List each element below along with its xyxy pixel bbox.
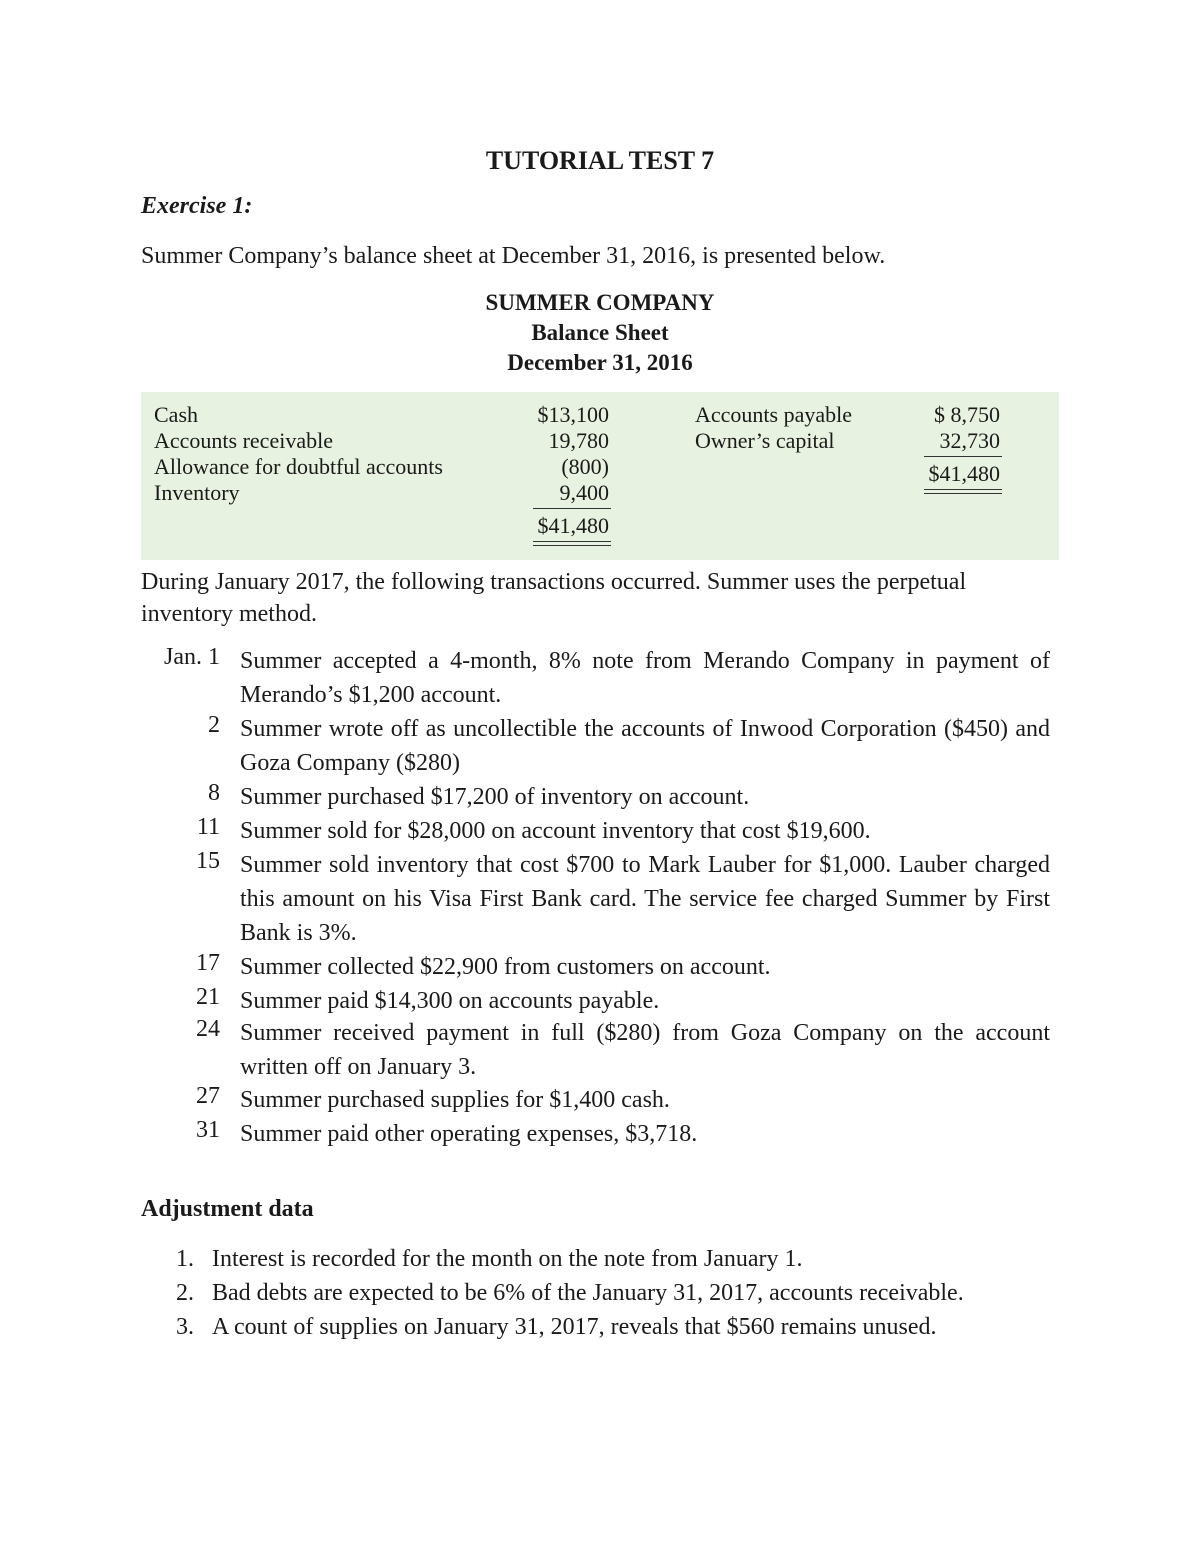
transaction-date: 27 [196,1083,220,1109]
asset-value: $13,100 [537,402,609,427]
transaction-text: Summer paid other operating expenses, $3,718. [240,1121,698,1147]
assets-total-double-rule [533,541,611,546]
adjustment-text: A count of supplies on January 31, 2017, reveals that $560 remains unused. [212,1314,937,1340]
transaction-date: 24 [196,1016,220,1042]
asset-value: 9,400 [559,480,609,505]
liabilities-total: $41,480 [928,461,1000,486]
transaction-text: Summer accepted a 4-month, 8% note from Merando Company in payment of Merando’s $1,200 account. [240,648,1050,708]
asset-label: Cash [154,402,198,427]
balance-sheet-date: December 31, 2016 [507,350,693,375]
balance-sheet-company: SUMMER COMPANY [485,290,715,315]
adjustment-number: 3. [176,1314,194,1340]
balance-sheet-title: Balance Sheet [531,320,669,345]
liability-label: Owner’s capital [695,428,835,453]
transaction-date: 31 [196,1117,220,1143]
transaction-date: 8 [208,780,220,806]
transaction-text: Summer paid $14,300 on accounts payable. [240,988,660,1014]
liability-value: 32,730 [939,428,1000,453]
transaction-date: Jan. 1 [164,644,220,670]
transaction-text: Summer collected $22,900 from customers on account. [240,954,771,980]
assets-total: $41,480 [537,513,609,538]
assets-subtotal-rule [533,508,611,509]
asset-value: 19,780 [548,428,609,453]
adjustment-heading: Adjustment data [141,1196,314,1222]
exercise-heading: Exercise 1: [141,193,253,219]
liabilities-total-double-rule [924,489,1002,494]
transaction-text: Summer sold inventory that cost $700 to Mark Lauber for $1,000. Lauber charged this amount on his Visa First Bank card. The service fee charged Summer by First Bank is 3%. [240,852,1050,946]
asset-label: Inventory [154,480,240,505]
transaction-text: Summer received payment in full ($280) from Goza Company on the account written off on January 3. [240,1020,1050,1080]
transaction-date: 2 [208,712,220,738]
adjustment-text: Bad debts are expected to be 6% of the January 31, 2017, accounts receivable. [212,1280,964,1306]
transaction-text: Summer sold for $28,000 on account inventory that cost $19,600. [240,818,871,844]
transaction-date: 11 [196,814,220,840]
transaction-date: 17 [196,950,220,976]
transaction-date: 21 [196,984,220,1010]
liability-label: Accounts payable [695,402,852,427]
transaction-text: Summer purchased $17,200 of inventory on account. [240,784,750,810]
asset-value: (800) [561,454,609,479]
liability-value: $ 8,750 [934,402,1000,427]
transaction-text: Summer purchased supplies for $1,400 cash. [240,1087,670,1113]
adjustment-number: 2. [176,1280,194,1306]
adjustment-number: 1. [176,1246,194,1272]
liabilities-subtotal-rule [924,456,1002,457]
transactions-intro: During January 2017, the following transactions occurred. Summer uses the perpetual inventory method. [141,569,967,627]
asset-label: Accounts receivable [154,428,333,453]
intro-text: Summer Company’s balance sheet at December 31, 2016, is presented below. [141,243,886,269]
adjustment-text: Interest is recorded for the month on the note from January 1. [212,1246,803,1272]
asset-label: Allowance for doubtful accounts [154,454,443,479]
transaction-date: 15 [196,848,220,874]
page-title: TUTORIAL TEST 7 [485,146,715,175]
transaction-text: Summer wrote off as uncollectible the accounts of Inwood Corporation ($450) and Goza Company ($280) [240,716,1050,776]
balance-sheet-table [141,392,1059,560]
